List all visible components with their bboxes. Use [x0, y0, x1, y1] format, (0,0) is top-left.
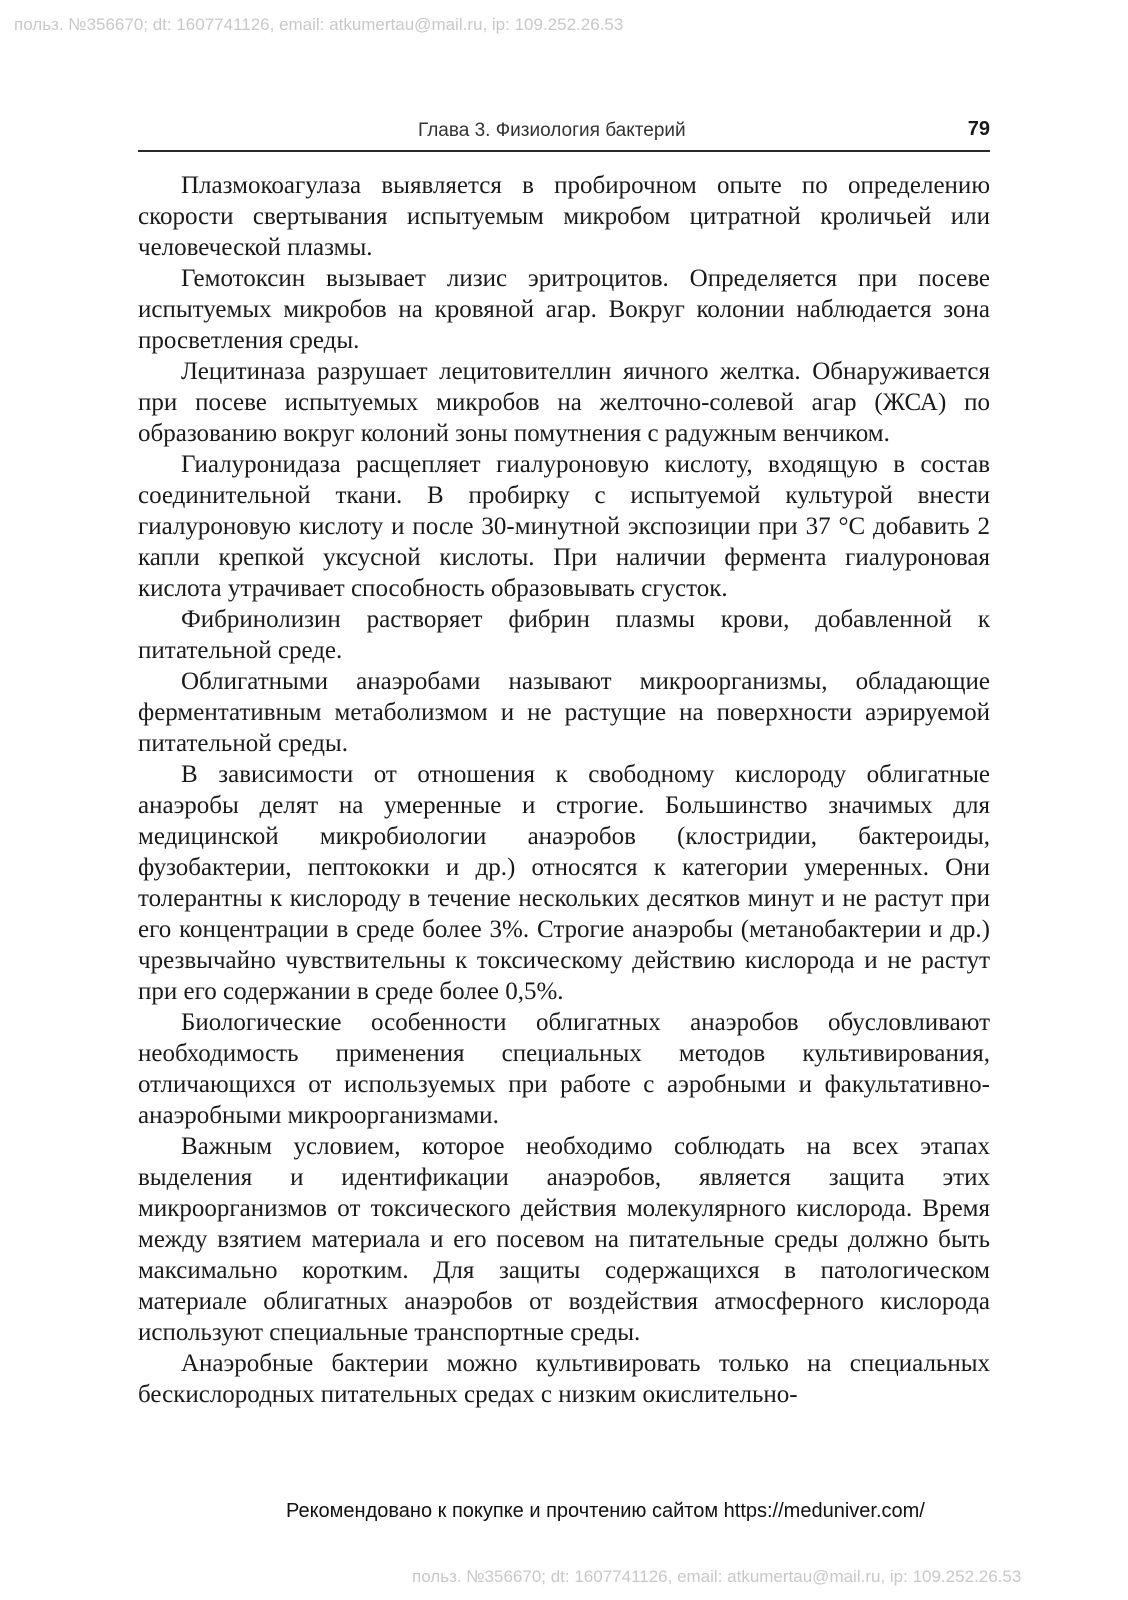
watermark-bottom: польз. №356670; dt: 1607741126, email: atkumertau@mail.ru, ip: 109.252.26.53	[412, 1567, 1022, 1586]
paragraph-hemotoxin: Гемотоксин вызывает лизис эритроцитов. Определяется при посеве испытуемых микробов на кровяной агар. Вокруг колонии наблюдается зона просветления среды.	[138, 265, 990, 354]
footer-recommendation: Рекомендовано к покупке и прочтению сайтом https://meduniver.com/	[286, 1500, 925, 1522]
watermark-top: польз. №356670; dt: 1607741126, email: atkumertau@mail.ru, ip: 109.252.26.53	[14, 15, 624, 34]
paragraph-plasmocoagulase: Плазмокоагулаза выявляется в пробирочном опыте по определению скорости свертывания испытуемым микробом цитратной кроличьей или человеческой плазмы.	[138, 172, 990, 261]
paragraph-cultivation: Анаэробные бактерии можно культивировать только на специальных бескислородных питательных средах с низким окислительно-	[138, 1350, 990, 1408]
body-text	[138, 170, 990, 1410]
paragraph-anaerobe-classification: В зависимости от отношения к свободному кислороду облигатные анаэробы делят на умеренные и строгие. Большинство значимых для медицинской микробиологии анаэробов (клостридии, бактероиды, фузобактерии, пептококки и др.) относятся к категории умеренных. Они толерантны к кислороду в течение нескольких десятков минут и не растут при его концентрации в среде более 3%. Строгие анаэробы (метанобактерии и др.) чрезвычайно чувствительны к токсическому действию кислорода и не растут при его содержании в среде более 0,5%.	[138, 761, 990, 1005]
paragraph-hyaluronidase: Гиалуронидаза расщепляет гиалуроновую кислоту, входящую в состав соединительной ткани. В пробирку с испытуемой культурой внести гиалуроновую кислоту и после 30-минутной экспозиции при 37 °С добавить 2 капли крепкой уксусной кислоты. При наличии фермента гиалуроновая кислота утрачивает способность образовывать сгусток.	[138, 451, 990, 602]
page-number: 79	[967, 118, 990, 140]
paragraph-oxygen-protection: Важным условием, которое необходимо соблюдать на всех этапах выделения и идентификации анаэробов, является защита этих микроорганизмов от токсического действия молекулярного кислорода. Время между взятием материала и его посевом на питательные среды должно быть максимально коротким. Для защиты содержащихся в патологическом материале облигатных анаэробов от воздействия атмосферного кислорода используют специальные транспортные среды.	[138, 1133, 990, 1346]
chapter-title: Глава 3. Физиология бактерий	[418, 120, 686, 141]
paragraph-biological-features: Биологические особенности облигатных анаэробов обусловливают необходимость применения специальных методов культивирования, отличающихся от используемых при работе с аэробными и факультативно-анаэробными микроорганизмами.	[138, 1009, 990, 1129]
running-header	[138, 116, 990, 152]
paragraph-obligate-anaerobes: Облигатными анаэробами называют микроорганизмы, обладающие ферментативным метаболизмом и не растущие на поверхности аэрируемой питательной среды.	[138, 668, 990, 757]
paragraph-fibrinolysin: Фибринолизин растворяет фибрин плазмы крови, добавленной к питательной среде.	[138, 606, 990, 664]
paragraph-lecithinase: Лецитиназа разрушает лецитовителлин яичного желтка. Обнаруживается при посеве испытуемых микробов на желточно-солевой агар (ЖСА) по образованию вокруг колоний зоны помутнения с радужным венчиком.	[138, 358, 990, 447]
